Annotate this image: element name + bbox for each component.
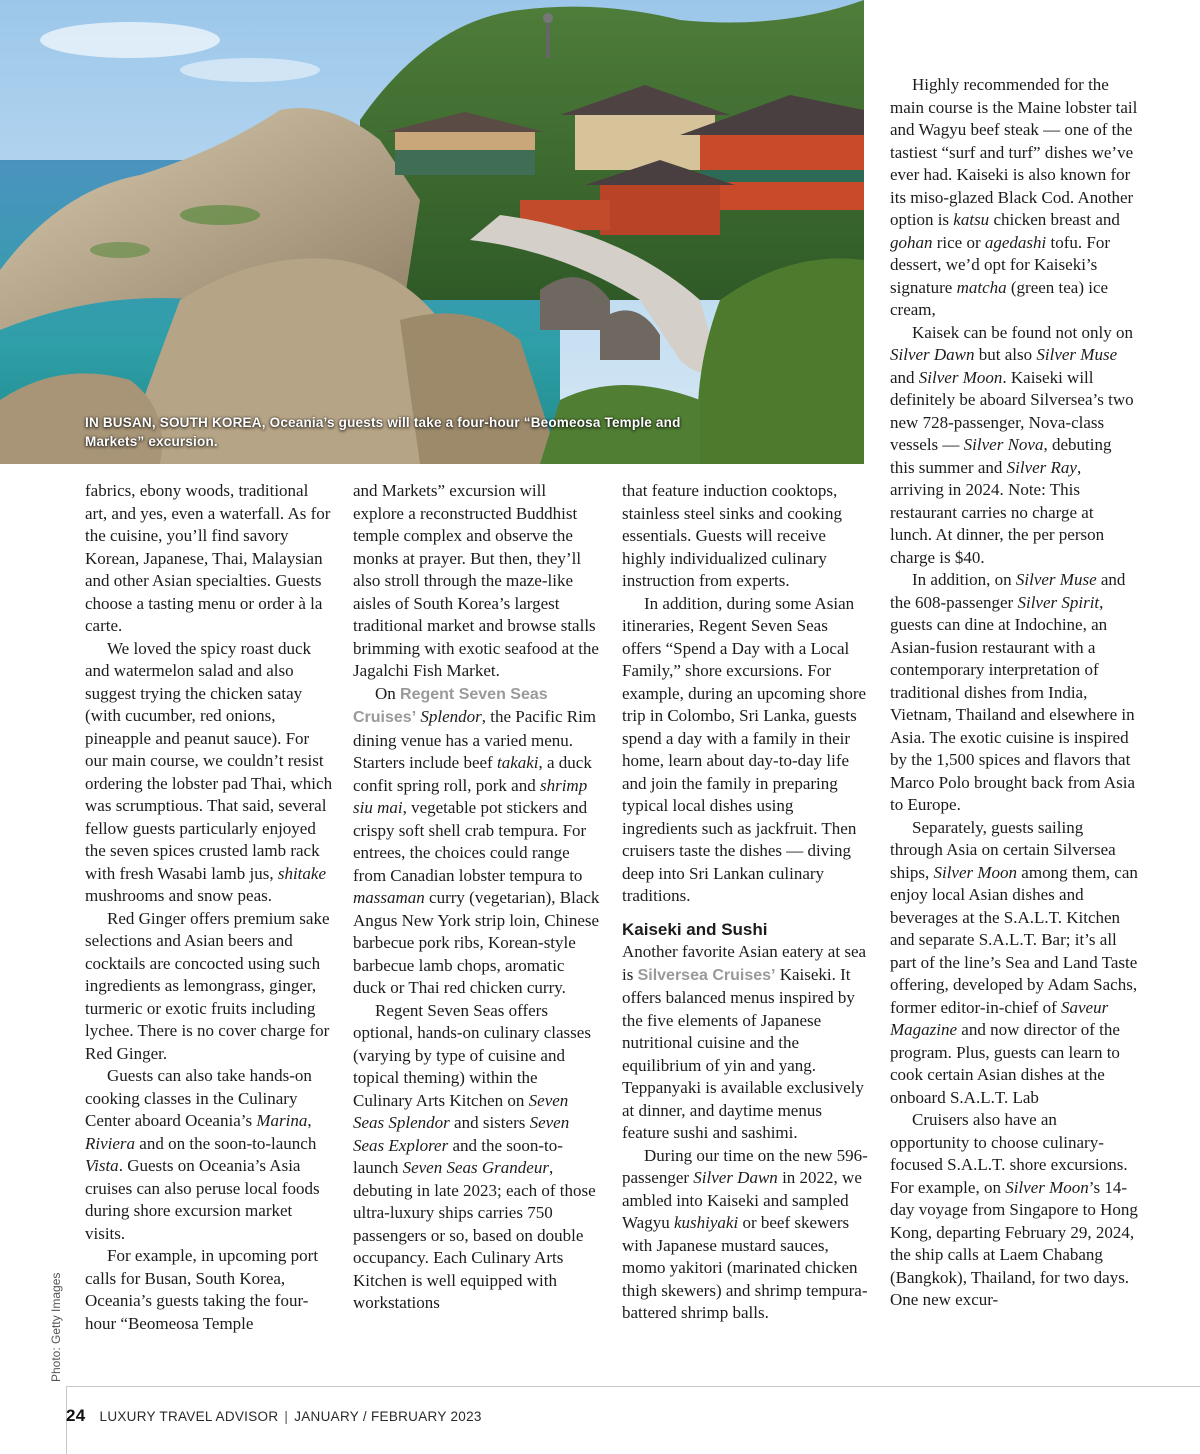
footer-divider xyxy=(66,1386,1200,1387)
col1-paragraph-5: For example, in upcoming port calls for Busan, South Korea, Oceania’s guests taking the four-hour “Beomeosa Temple xyxy=(85,1246,319,1333)
col2-paragraph-2 xyxy=(353,683,601,1000)
cruise-line-name: Regent Seven Seas Cruises’ xyxy=(353,685,548,726)
text-run: On xyxy=(375,683,401,703)
text-run: and on the soon-to-launch xyxy=(135,1133,317,1153)
text-run: and now director of the program. Plus, guests can learn to cook certain Asian dishes at the onboard S.A.L.T. Lab xyxy=(890,1020,1120,1107)
magazine-name: Saveur Magazine xyxy=(890,997,1109,1039)
text-run: Another favorite Asian eatery at sea is xyxy=(622,942,867,984)
caption-text: Oceania’s guests will take a four-hour “Beomeosa Temple and Markets” excursion. xyxy=(85,415,681,449)
text-run: We loved the spicy roast duck and watermelon salad and also suggest trying the chicken satay (with cucumber, red onions, pineapple and peanut sauce). For our main course, we couldn’t resist ordering the lobster pad Thai, which was scrumptious. That said, several fellow guests particularly enjoyed the seven spices crusted lamb rack with fresh Wasabi lamb jus, xyxy=(85,638,333,883)
text-run: . Guests on Oceania’s Asia cruises can also peruse local foods during shore excursion market visits. xyxy=(85,1156,320,1243)
ship-name: Vista xyxy=(85,1156,119,1175)
photo-credit: Photo: Getty Images xyxy=(49,1272,63,1382)
text-run: , debuting this summer and xyxy=(890,435,1112,477)
italic-term: agedashi xyxy=(984,232,1047,252)
ship-name: Marina xyxy=(256,1111,308,1130)
col1-paragraph-3: Red Ginger offers premium sake selections and Asian beers and cocktails are concocted using such ingredients as lemongrass, ginger, turmeric or exotic fruits including lychee. There is no cover charge for Red Ginger. xyxy=(85,908,330,1063)
col2-paragraph-1: and Markets” excursion will explore a reconstructed Buddhist temple complex and observe the monks at prayer. But then, they’ll also stroll through the maze-like aisles of South Korea’s largest traditional market and browse stalls brimming with exotic seafood at the Jagalchi Fish Market. xyxy=(353,481,599,680)
column-1 xyxy=(85,480,333,1335)
text-run: and the soon-to-launch xyxy=(353,1135,563,1177)
text-run: , guests can dine at Indochine, an Asian-fusion restaurant with a contemporary interpretation of traditional dishes from India, Vietnam, Thailand and elsewhere in Asia. The exotic cuisine is inspired by the 1,500 spices and flavors that Marco Polo brought back from Asia to Europe. xyxy=(890,592,1136,814)
text-run: tofu. For dessert, we’d opt for Kaiseki’s signature xyxy=(890,232,1111,297)
temple-coast-illustration xyxy=(0,0,864,464)
ship-name: Seven Seas Grandeur xyxy=(402,1158,549,1177)
ship-name: Silver Dawn xyxy=(693,1168,778,1187)
section-subhead: Kaiseki and Sushi xyxy=(622,919,768,939)
col1-paragraph-2 xyxy=(85,638,333,908)
italic-term: shitake xyxy=(277,863,326,883)
col4-paragraph-5 xyxy=(890,1109,1138,1312)
text-run: in 2022, we ambled into Kaiseki and sampled Wagyu xyxy=(622,1168,862,1232)
ship-name: Splendor xyxy=(420,707,482,726)
col3-paragraph-2: In addition, during some Asian itineraries, Regent Seven Seas offers “Spend a Day with a Local Family,” shore excursions. For example, during an upcoming shore trip in Colombo, Sri Lanka, guests spend a day with a family in their home, learn about day-to-day life and join the family in preparing typical local dishes using ingredients such as jackfruit. Then cruisers taste the dishes — diving deep into Sri Lankan culinary traditions. xyxy=(622,593,867,905)
text-run: mushrooms and snow peas. xyxy=(85,886,272,905)
cruise-line-name: Silversea Cruises’ xyxy=(637,966,776,984)
text-run: , a duck confit spring roll, pork and xyxy=(353,753,592,795)
column-3 xyxy=(622,480,870,1325)
ship-name: Silver Moon xyxy=(1005,1177,1089,1197)
ship-name: Seven Seas Splendor xyxy=(353,1090,569,1132)
col1-paragraph-4 xyxy=(85,1065,333,1245)
text-run: Kaiseki. It offers balanced menus inspired by the five elements of Japanese nutritional cuisine and the equilibrium of yin and yang. Teppanyaki is available exclusively at dinner, and daytime menus feature sushi and sashimi. xyxy=(622,964,864,1142)
text-run: Regent Seven Seas offers optional, hands-on culinary classes (varying by type of cuisine and topical theming) within the Culinary Arts Kitchen on xyxy=(353,1000,591,1110)
text-run: Cruisers also have an opportunity to choose culinary-focused S.A.L.T. shore excursions. For example, on xyxy=(890,1110,1128,1197)
ship-name: Silver Nova xyxy=(963,435,1044,454)
column-4 xyxy=(890,74,1138,1312)
text-run: and the 608-passenger xyxy=(890,570,1126,612)
column-2 xyxy=(353,480,601,1315)
ship-name: Silver Moon xyxy=(933,862,1018,882)
text-run: rice or xyxy=(932,232,985,252)
ship-name: Silver Spirit xyxy=(1017,592,1100,612)
text-run: and sisters xyxy=(449,1113,530,1132)
col1-paragraph-1: fabrics, ebony woods, traditional art, and yes, even a waterfall. As for the cuisine, you’ll find savory Korean, Japanese, Thai, Malaysian and other Asian specialties. Guests choose a tasting menu or order à la carte. xyxy=(85,481,331,635)
text-run: and xyxy=(890,367,919,387)
text-run: curry (vegetarian), Black Angus New York strip loin, Chinese barbecue pork ribs, Korean-style barbecue lamb chops, aromatic duck or Thai red chicken curry. xyxy=(353,888,600,997)
ship-name: Silver Dawn xyxy=(890,345,975,364)
ship-name: Silver Moon xyxy=(918,367,1003,387)
italic-term: massaman xyxy=(353,888,425,907)
col4-paragraph-4 xyxy=(890,817,1138,1110)
ship-name: Riviera xyxy=(85,1133,136,1153)
text-run: chicken breast and xyxy=(989,210,1120,229)
italic-term: shrimp siu mai xyxy=(353,775,588,817)
hero-photo xyxy=(0,0,864,464)
text-run: (green tea) ice cream, xyxy=(890,277,1109,319)
col4-paragraph-1 xyxy=(890,74,1138,322)
text-run: among them, can enjoy local Asian dishes and beverages at the S.A.L.T. Kitchen and separate S.A.L.T. Bar; it’s all part of the line’s Sea and Land Taste offering, developed by Adam Sachs, former editor-in-chief of xyxy=(890,862,1138,1017)
italic-term: kushiyaki xyxy=(673,1213,739,1232)
italic-term: takaki xyxy=(496,753,539,772)
footer-separator: | xyxy=(284,1409,289,1424)
italic-term: gohan xyxy=(890,232,933,252)
col2-paragraph-3 xyxy=(353,1000,601,1315)
ship-name: Seven Seas Explorer xyxy=(353,1113,570,1155)
col4-paragraph-2 xyxy=(890,322,1138,570)
text-run: . Kaiseki will definitely be aboard Silversea’s two new 728-passenger, Nova-class vessels — xyxy=(890,367,1134,454)
ship-name: Silver Muse xyxy=(1036,345,1118,364)
text-run: Guests can also take hands-on cooking classes in the Culinary Center aboard Oceania’s xyxy=(85,1066,312,1130)
col3-paragraph-4 xyxy=(622,1145,870,1325)
issue-date: JANUARY / FEBRUARY 2023 xyxy=(294,1409,482,1424)
text-run: , vegetable pot stickers and crispy soft shell crab tempura. For entrees, the choices could range from Canadian lobster tempura to xyxy=(353,798,588,885)
col3-paragraph-3 xyxy=(622,941,870,1145)
page-number: 24 xyxy=(66,1406,86,1425)
col3-paragraph-1: that feature induction cooktops, stainless steel sinks and cooking essentials. Guests will receive highly individualized culinary instruction from experts. xyxy=(622,481,843,590)
italic-term: matcha xyxy=(956,277,1007,297)
italic-term: katsu xyxy=(953,210,990,229)
ship-name: Silver Ray xyxy=(1006,457,1077,477)
caption-lead: IN BUSAN, SOUTH KOREA, xyxy=(85,415,266,430)
text-run: Highly recommended for the main course is the Maine lobster tail and Wagyu beef steak — one of the tastiest “surf and turf” dishes we’ve ever had. Kaiseki is also known for its miso-glazed Black Cod. Another option is xyxy=(890,75,1138,229)
text-run: , arriving in 2024. Note: This restaurant carries no charge at lunch. At dinner, the per person charge is $40. xyxy=(890,457,1105,567)
text-run: , debuting in late 2023; each of those ultra-luxury ships carries 750 passengers or so, based on double occupancy. Each Culinary Arts Kitchen is well equipped with workstations xyxy=(353,1158,596,1312)
text-run: During our time on the new 596-passenger xyxy=(622,1145,868,1187)
text-run: In addition, on xyxy=(912,570,1016,589)
text-run: ’s 14-day voyage from Singapore to Hong Kong, departing February 29, 2024, the ship calls at Laem Chabang (Bangkok), Thailand, for two days. One new excur- xyxy=(890,1177,1138,1309)
photo-caption xyxy=(85,413,725,451)
page-footer xyxy=(66,1406,482,1446)
text-run: Separately, guests sailing through Asia on certain Silversea ships, xyxy=(890,817,1116,882)
ship-name: Silver Muse xyxy=(1015,570,1097,589)
text-run: , the Pacific Rim dining venue has a varied menu. Starters include beef xyxy=(353,707,597,772)
publication-name: LUXURY TRAVEL ADVISOR xyxy=(99,1409,279,1424)
text-run: or beef skewers with Japanese mustard sauces, momo yakitori (marinated chicken thigh skewers) and shrimp tempura-battered shrimp balls. xyxy=(622,1213,868,1322)
col4-paragraph-3 xyxy=(890,569,1138,817)
text-run: Kaisek can be found not only on xyxy=(912,322,1133,342)
text-run: but also xyxy=(974,345,1037,364)
text-run: , xyxy=(307,1111,312,1130)
